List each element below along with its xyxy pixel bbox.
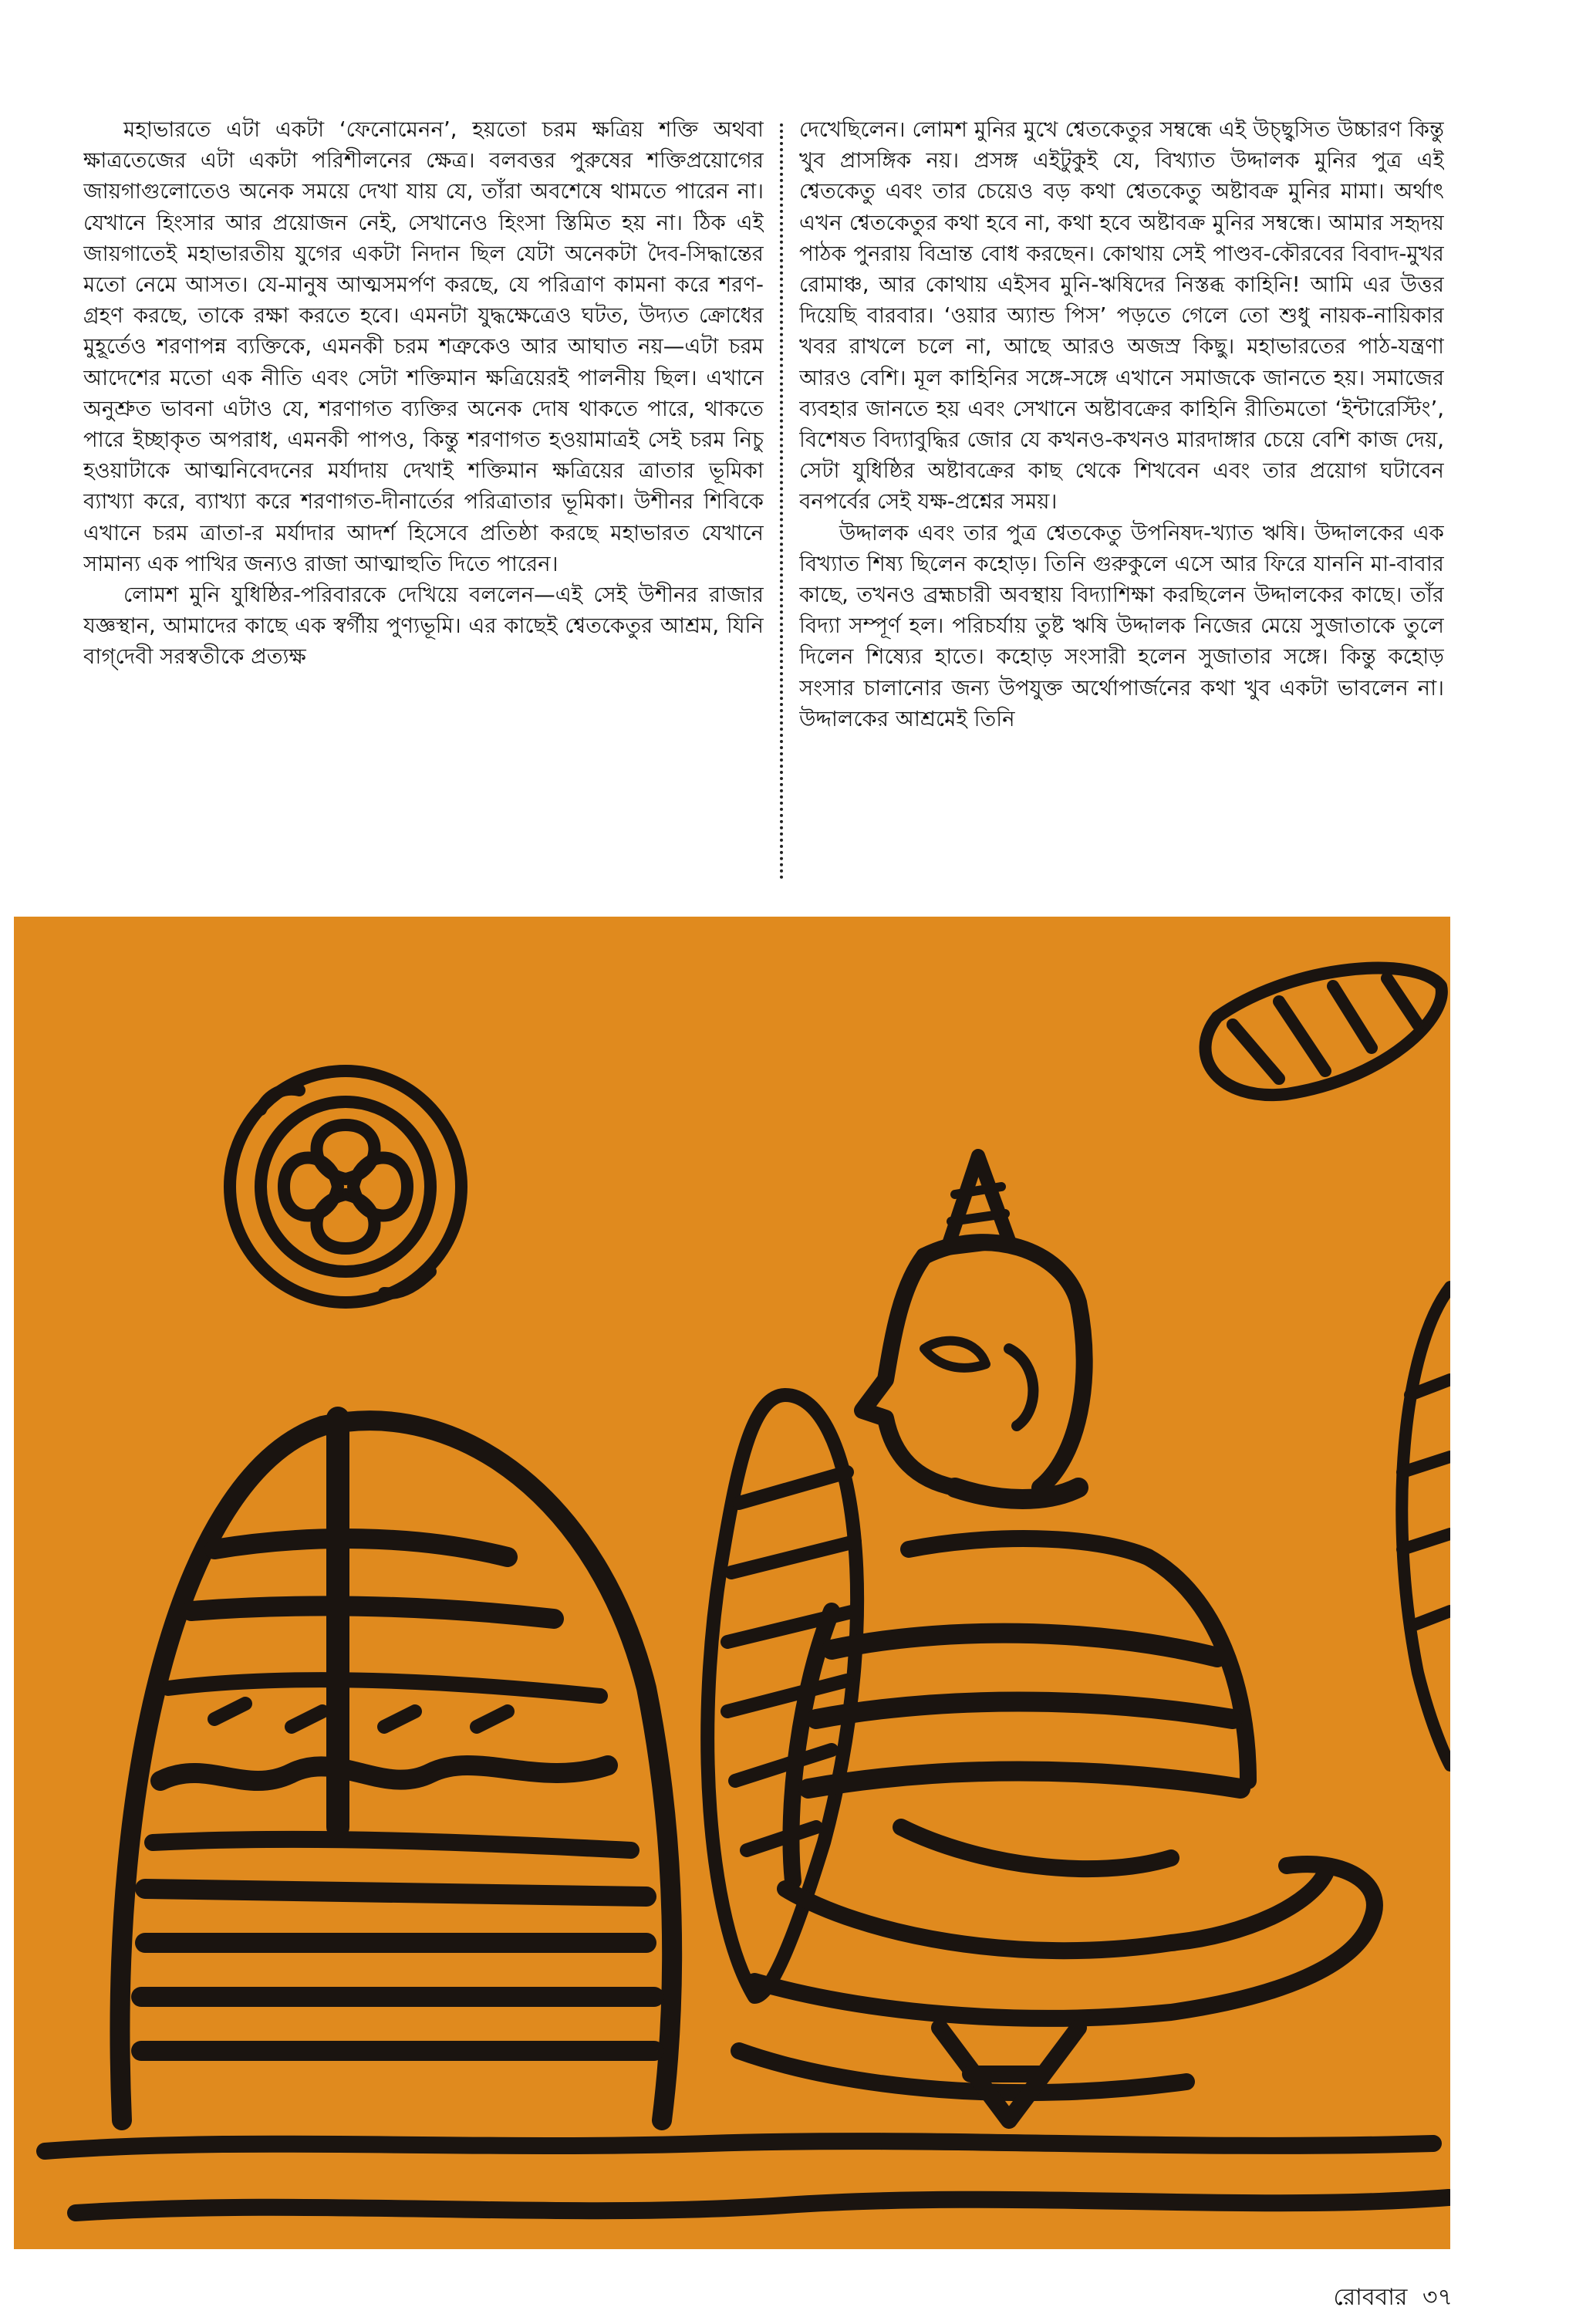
page-number: ৩৭ [1422, 2284, 1453, 2311]
magazine-name: রোববার [1333, 2284, 1408, 2311]
paragraph: দেখেছিলেন। লোমশ মুনির মুখে শ্বেতকেতুর সম্বন্ধে এই উচ্ছ্বসিত উচ্চারণ কিন্তু খুব প্রাসঙ্গিক নয়। প্রসঙ্গ এইটুকুই যে, বিখ্যাত উদ্দালক মুনির পুত্র এই শ্বেতকেতু এবং তার চেয়েও বড় কথা শ্বেতকেতু অষ্টাবক্র মুনির মামা। অর্থাৎ এখন শ্বেতকেতুর কথা হবে না, কথা হবে অষ্টাবক্র মুনির সম্বন্ধে। আমার সহৃদয় পাঠক পুনরায় বিভ্রান্ত বোধ করছেন। কোথায় সেই পাণ্ডব-কৌরবের বিবাদ-মুখর রোমাঞ্চ, আর কোথায় এইসব মুনি-ঋষিদের নিস্তব্ধ কাহিনি! আমি এর উত্তর দিয়েছি বারবার। ‘ওয়ার অ্যান্ড পিস’ পড়তে গেলে তো শুধু নায়ক-নায়িকার খবর রাখলে চলে না, আছে আরও অজস্র কিছু। মহাভারতের পাঠ-যন্ত্রণা আরও বেশি। মূল কাহিনির সঙ্গে-সঙ্গে এখানে সমাজকে জানতে হয়। সমাজের ব্যবহার জানতে হয় এবং সেখানে অষ্টাবক্রের কাহিনি রীতিমতো ‘ইন্টারেস্টিং’, বিশেষত বিদ্যাবুদ্ধির জোর যে কখনও-কখনও মারদাঙ্গার চেয়ে বেশি কাজ দেয়, সেটা যুধিষ্ঠির অষ্টাবক্রের কাছ থেকে শিখবেন এবং তার প্রয়োগ ঘটাবেন বনপর্বের সেই যক্ষ-প্রশ্নের সময়। [799, 117, 1444, 515]
paragraph: মহাভারতে এটা একটা ‘ফেনোমেনন’, হয়তো চরম ক্ষত্রিয় শক্তি অথবা ক্ষাত্রতেজের এটা একটা পরিশীলনের ক্ষেত্র। বলবত্তর পুরুষের শক্তিপ্রয়োগের জায়গাগুলোতেও অনেক সময়ে দেখা যায় যে, তাঁরা অবশেষে থামতে পারেন না। যেখানে হিংসার আর প্রয়োজন নেই, সেখানেও হিংসা স্তিমিত হয় না। ঠিক এই জায়গাতেই মহাভারতীয় যুগের একটা নিদান ছিল যেটা অনেকটা দৈব-সিদ্ধান্তের মতো নেমে আসত। যে-মানুষ আত্মসমর্পণ করছে, যে পরিত্রাণ কামনা করে শরণ-গ্রহণ করছে, তাকে রক্ষা করতে হবে। এমনটা যুদ্ধক্ষেত্রেও ঘটত, উদ্যত ক্রোধের মুহূর্তেও শরণাপন্ন ব্যক্তিকে, এমনকী চরম শত্রুকেও আর আঘাত নয়—এটা চরম আদেশের মতো এক নীতি এবং সেটা শক্তিমান ক্ষত্রিয়েরই পালনীয় ছিল। এখানে অনুশ্রুত ভাবনা এটাও যে, শরণাগত ব্যক্তির অনেক দোষ থাকতে পারে, থাকতে পারে ইচ্ছাকৃত অপরাধ, এমনকী পাপও, কিন্তু শরণাগত হওয়ামাত্রই সেই চরম নিচু হওয়াটাকে আত্মনিবেদনের মর্যাদায় দেখাই শক্তিমান ক্ষত্রিয়ের ত্রাতার ভূমিকা ব্যাখ্যা করে, ব্যাখ্যা করে শরণাগত-দীনার্তের পরিত্রাতার ভূমিকা। উশীনর শিবিকে এখানে চরম ত্রাতা-র মর্যাদার আদর্শ হিসেবে প্রতিষ্ঠা করছে মহাভারত যেখানে সামান্য এক পাখির জন্যও রাজা আত্মাহুতি দিতে পারেন। [83, 117, 764, 576]
article-column-left [83, 114, 764, 893]
article-column-right [799, 114, 1444, 893]
page-footer [1325, 2284, 1453, 2312]
column-divider [780, 123, 783, 880]
paragraph: লোমশ মুনি যুধিষ্ঠির-পরিবারকে দেখিয়ে বললেন—এই সেই উশীনর রাজার যজ্ঞস্থান, আমাদের কাছে এক স্বর্গীয় পুণ্যভূমি। এর কাছেই শ্বেতকেতুর আশ্রম, যিনি বাগ্‌দেবী সরস্বতীকে প্রত্যক্ষ [83, 582, 764, 670]
paragraph: উদ্দালক এবং তার পুত্র শ্বেতকেতু উপনিষদ-খ্যাত ঋষি। উদ্দালকের এক বিখ্যাত শিষ্য ছিলেন কহোড়। তিনি গুরুকুলে এসে আর ফিরে যাননি মা-বাবার কাছে, তখনও ব্রহ্মচারী অবস্থায় বিদ্যাশিক্ষা করছিলেন উদ্দালকের কাছে। তাঁর বিদ্যা সম্পূর্ণ হল। পরিচর্যায় তুষ্ট ঋষি উদ্দালক নিজের মেয়ে সুজাতাকে তুলে দিলেন শিষ্যের হাতে। কহোড় সংসারী হলেন সুজাতার সঙ্গে। কিন্তু কহোড় সংসার চালানোর জন্য উপযুক্ত অর্থোপার্জনের কথা খুব একটা ভাবলেন না। উদ্দালকের আশ্রমেই তিনি [799, 519, 1444, 731]
sage-illustration [14, 917, 1450, 2249]
